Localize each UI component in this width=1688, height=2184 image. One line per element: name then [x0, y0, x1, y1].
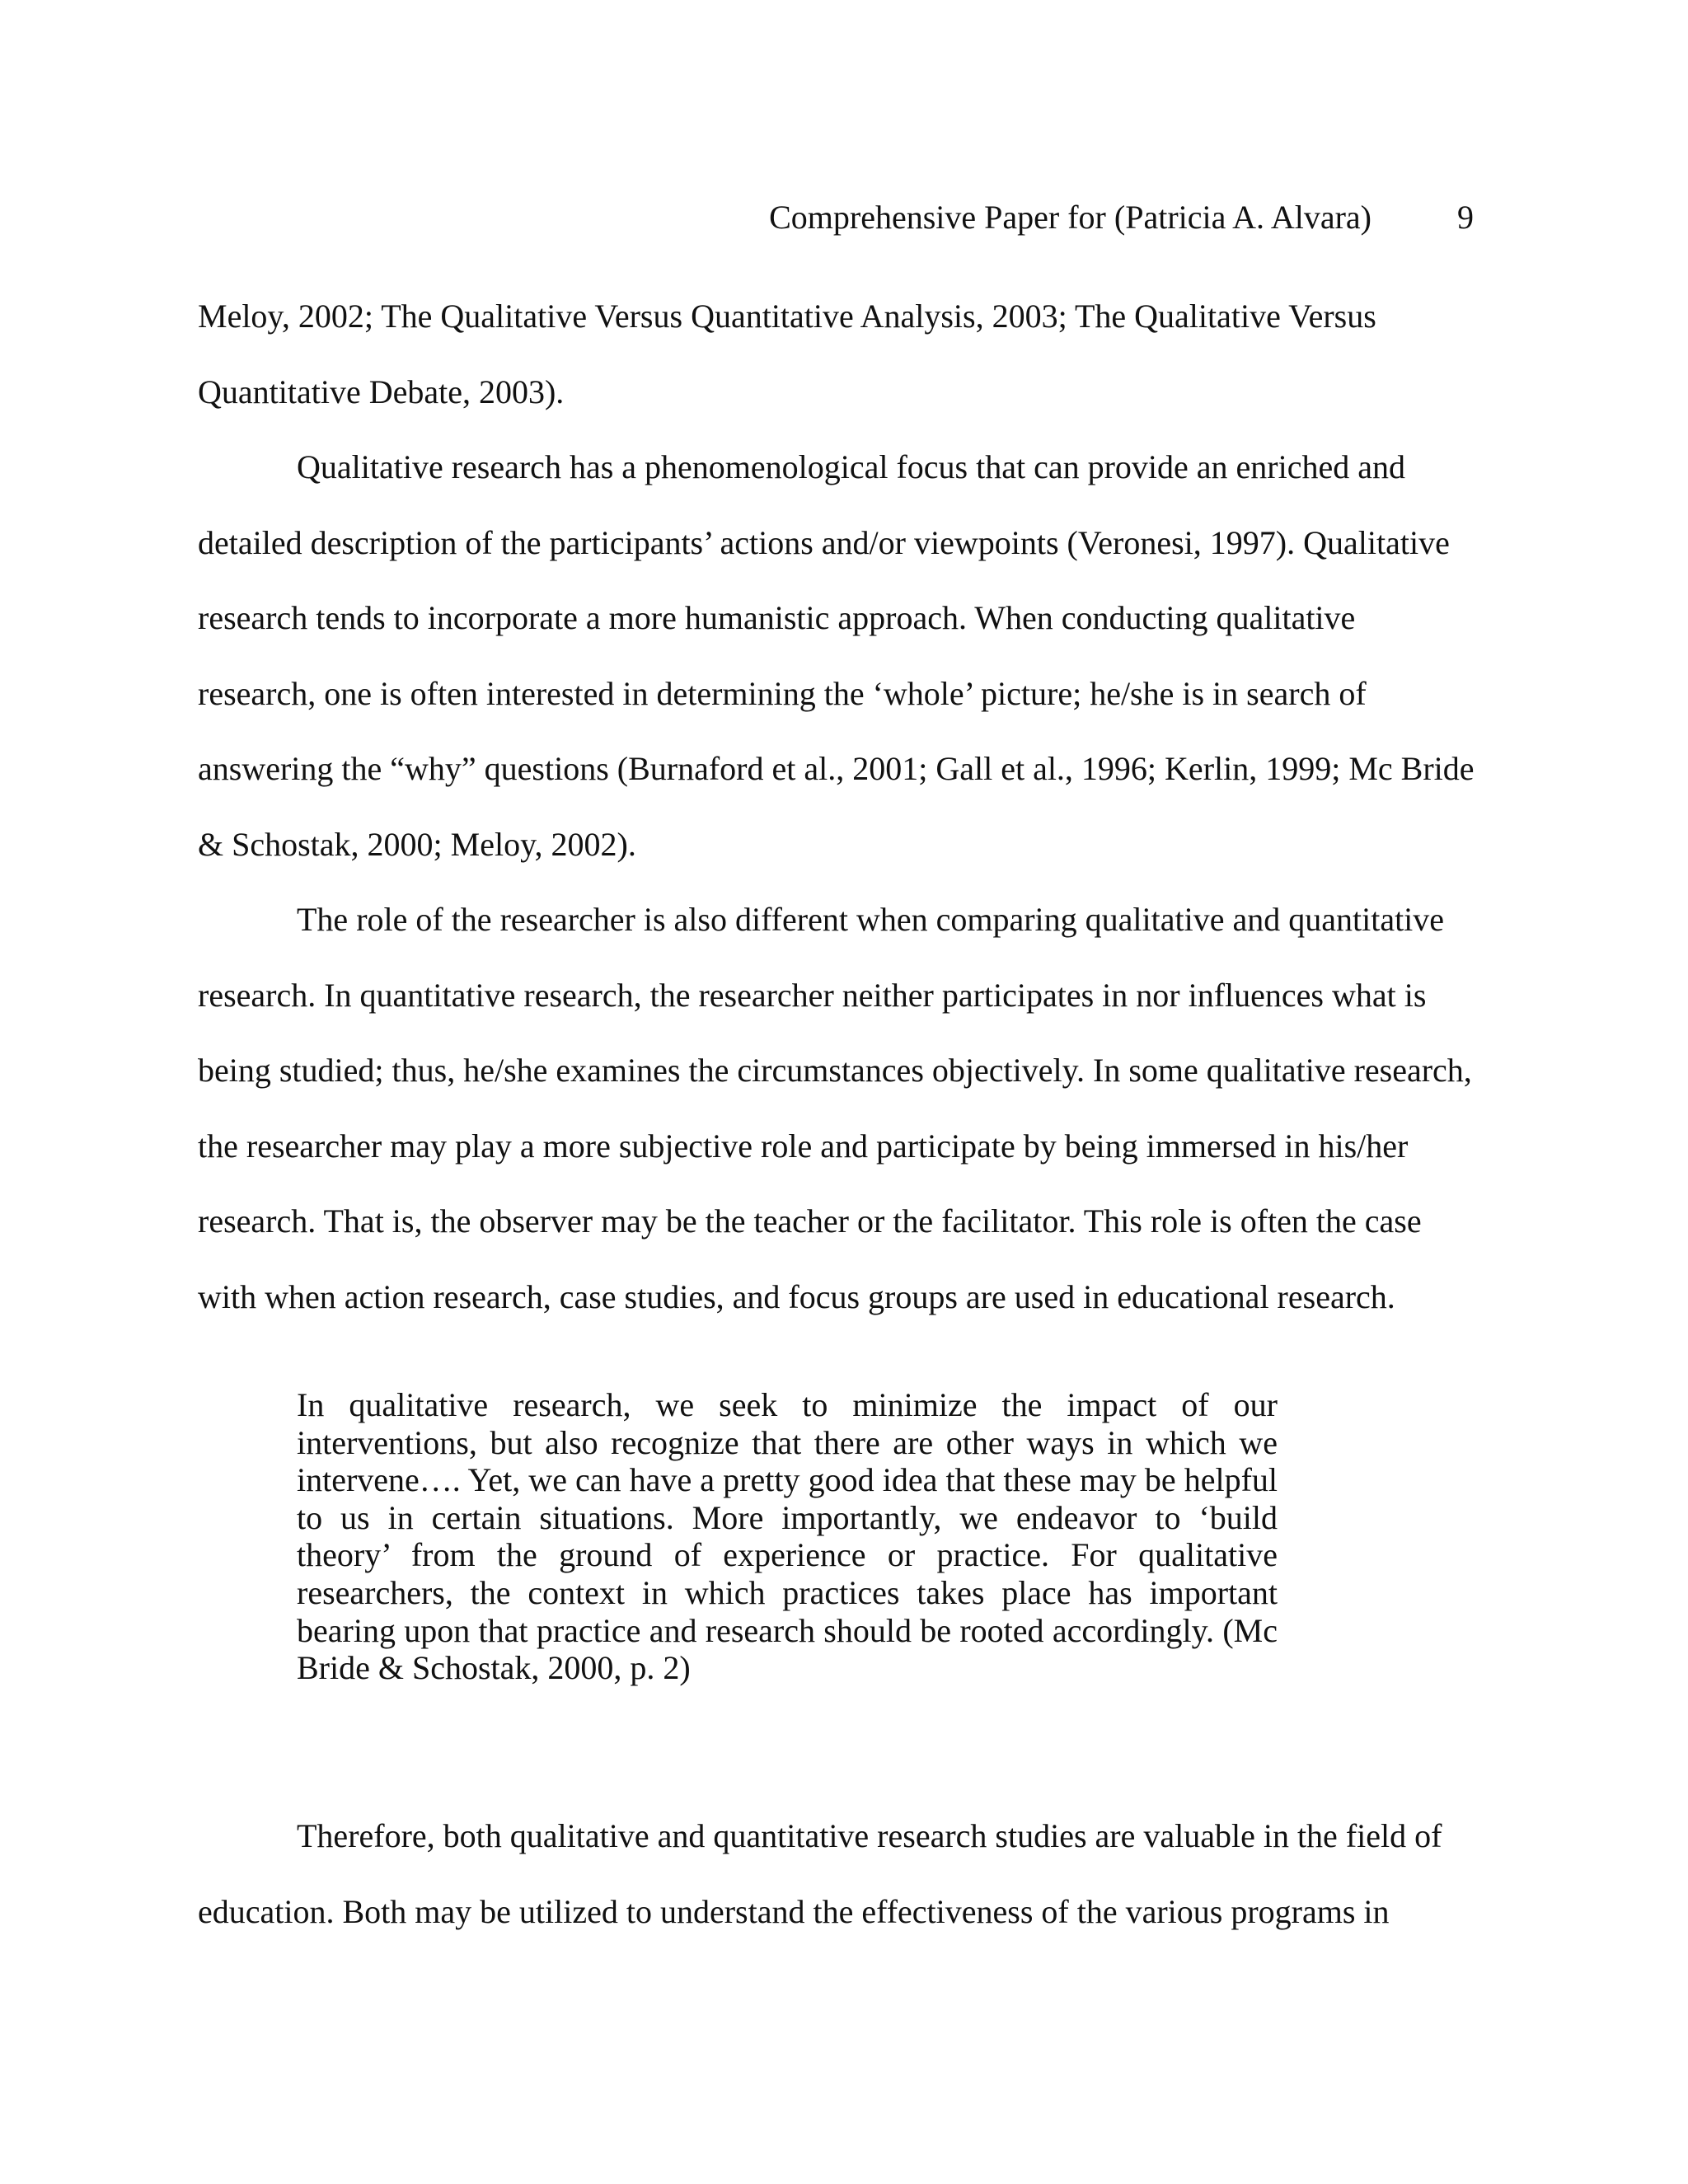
- paragraph-qualitative-focus: [198, 429, 1474, 882]
- quote-line: bearing upon that practice and research should be rooted accordingly. (Mc: [297, 1611, 1278, 1649]
- text-line: Quantitative Debate, 2003).: [198, 373, 565, 410]
- block-quotation: [297, 1386, 1278, 1687]
- text-line: with when action research, case studies, and focus groups are used in educational research.: [198, 1277, 1395, 1315]
- text-line: answering the “why” questions (Burnaford et al., 2001; Gall et al., 1996; Kerlin, 1999; Mc Bride: [198, 750, 1475, 787]
- text-line: the researcher may play a more subjective role and participate by being immersed in his/her: [198, 1127, 1409, 1165]
- paragraph-researcher-role: [198, 882, 1474, 1334]
- text-line: research. In quantitative research, the researcher neither participates in nor influences what is: [198, 976, 1427, 1014]
- quote-line: theory’ from the ground of experience or practice. For qualitative: [297, 1536, 1278, 1574]
- text-line: education. Both may be utilized to understand the effectiveness of the various programs in: [198, 1892, 1390, 1930]
- text-line: research tends to incorporate a more humanistic approach. When conducting qualitative: [198, 599, 1356, 636]
- text-line: Meloy, 2002; The Qualitative Versus Quantitative Analysis, 2003; The Qualitative Versus: [198, 298, 1376, 335]
- text-line: research. That is, the observer may be the teacher or the facilitator. This role is often the case: [198, 1202, 1422, 1240]
- quote-line: to us in certain situations. More importantly, we endeavor to ‘build: [297, 1498, 1278, 1536]
- paragraph-continuation: [198, 279, 1474, 429]
- quote-line: intervene…. Yet, we can have a pretty good idea that these may be helpful: [297, 1461, 1278, 1499]
- quote-line: In qualitative research, we seek to minimize the impact of our: [297, 1386, 1278, 1423]
- running-head: Comprehensive Paper for (Patricia A. Alvara): [769, 199, 1372, 236]
- quote-line: interventions, but also recognize that there are other ways in which we: [297, 1423, 1278, 1461]
- text-line: & Schostak, 2000; Meloy, 2002).: [198, 825, 636, 863]
- quote-line: researchers, the context in which practices takes place has important: [297, 1573, 1278, 1611]
- text-line: Qualitative research has a phenomenological focus that can provide an enriched and: [297, 448, 1405, 485]
- text-line: The role of the researcher is also different when comparing qualitative and quantitative: [297, 901, 1445, 938]
- text-line: being studied; thus, he/she examines the circumstances objectively. In some qualitative research,: [198, 1052, 1472, 1089]
- page-number: 9: [1457, 199, 1474, 236]
- quote-line: Bride & Schostak, 2000, p. 2): [297, 1649, 691, 1687]
- text-line: detailed description of the participants’ actions and/or viewpoints (Veronesi, 1997). Qualitative: [198, 523, 1450, 561]
- text-line: Therefore, both qualitative and quantitative research studies are valuable in the field of: [297, 1817, 1442, 1854]
- paragraph-therefore: [198, 1798, 1474, 1949]
- page-header: [198, 194, 1474, 241]
- text-line: research, one is often interested in determining the ‘whole’ picture; he/she is in search of: [198, 674, 1367, 712]
